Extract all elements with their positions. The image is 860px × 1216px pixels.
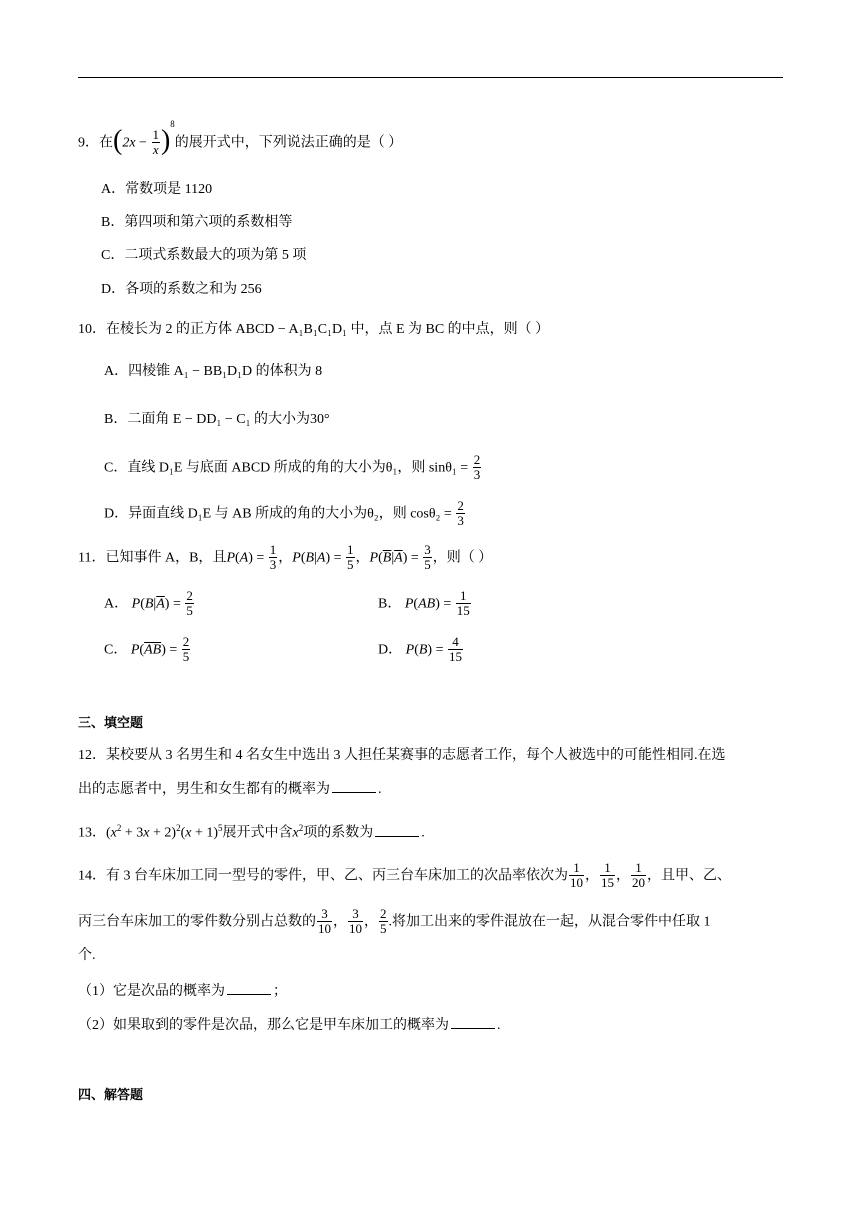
q13-line: 13．$(x^2 + 3x + 2)^2(x + 1)^5$展开式中含$x^2$项的系数为 . xyxy=(78,823,425,841)
q9-option-c[interactable]: C．二项式系数最大的项为第 5 项 xyxy=(101,248,307,263)
q11-option-d[interactable]: D． P(B) = $\frac{4}{15}$ xyxy=(378,634,462,664)
q11-option-b[interactable]: B． P(AB) = $\frac{1}{15}$ xyxy=(378,588,470,618)
q10-option-c[interactable]: C．直线 D₁E 与底面 ABCD 所成的角的大小为θ₁，则 sinθ₁ = $\frac{2}{3}$ xyxy=(104,452,481,482)
q10-option-b[interactable]: B．二面角 E − DD₁ − C₁ 的大小为30° xyxy=(104,412,330,427)
q12-line2: 出的志愿者中，男生和女生都有的概率为 . xyxy=(78,778,382,800)
q12-answer-blank[interactable] xyxy=(332,778,376,793)
q14-line1: 14．有 3 台车床加工同一型号的零件，甲、乙、丙三台车床加工的次品率依次为 $\frac{1}{10}$ ， $\frac{1}{15}$ ， $\frac{1}{20}$ ，且甲、乙、 xyxy=(78,860,731,890)
q14-sub2-answer-blank[interactable] xyxy=(451,1014,495,1029)
q9-option-a[interactable]: A．常数项是 1120 xyxy=(101,182,213,197)
q14-line3: 个. xyxy=(78,948,96,963)
q9-option-d[interactable]: D．各项的系数之和为 256 xyxy=(101,282,262,297)
q13-answer-blank[interactable] xyxy=(375,822,419,837)
q9-stem: 9．在(2x − $\frac{1}{x}$ )$^8$的展开式中，下列说法正确的是（ ） xyxy=(78,119,403,157)
q11-stem: 11．已知事件 A，B，且P(A) = $\frac{1}{3}$ ，P(B|A) = $\frac{1}{5}$ ，$P(\overline{B}|\overline{A})$ = $\frac{3}{5}$ ，则（ ） xyxy=(78,542,493,572)
q11-option-a[interactable]: A． $P(B|\overline{A})$ = $\frac{2}{5}$ xyxy=(104,588,193,618)
q14-sub1: （1）它是次品的概率为 ； xyxy=(78,980,287,1002)
section-solution-title: 四、解答题 xyxy=(78,1088,144,1103)
q10-stem: 10．在棱长为 2 的正方体 ABCD − A₁B₁C₁D₁ 中，点 E 为 BC 的中点，则（ ） xyxy=(78,322,550,337)
q10-option-d[interactable]: D．异面直线 D₁E 与 AB 所成的角的大小为θ₂，则 cosθ₂ = $\frac{2}{3}$ xyxy=(104,498,464,528)
q11-option-c[interactable]: C． $P(\overline{AB})$ = $\frac{2}{5}$ xyxy=(104,634,190,664)
q9-option-b[interactable]: B．第四项和第六项的系数相等 xyxy=(101,215,293,230)
q14-sub1-answer-blank[interactable] xyxy=(227,980,271,995)
header-rule xyxy=(78,77,783,78)
q14-sub2: （2）如果取到的零件是次品，那么它是甲车床加工的概率为 . xyxy=(78,1014,501,1036)
q12-line1: 12．某校要从 3 名男生和 4 名女生中选出 3 人担任某赛事的志愿者工作，每个人被选中的可能性相同.在选 xyxy=(78,748,726,763)
q14-line2: 丙三台车床加工的零件数分别占总数的 $\frac{3}{10}$ ， $\frac{3}{10}$ ， $\frac{2}{5}$ .将加工出来的零件混放在一起，从混合零件中任取 1 xyxy=(78,906,711,936)
section-fill-in-title: 三、填空题 xyxy=(78,716,144,731)
q10-option-a[interactable]: A．四棱锥 A₁ − BB₁D₁D 的体积为 8 xyxy=(104,364,323,379)
